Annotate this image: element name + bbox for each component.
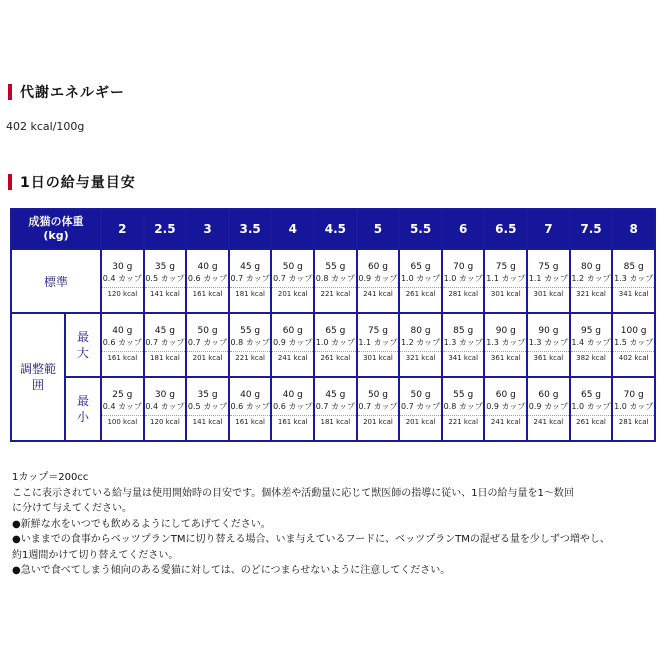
min-amount-cell — [145, 378, 186, 440]
kcal-text: 221 kcal — [443, 415, 484, 429]
min-amount-cell — [102, 378, 143, 440]
kcal-text: 201 kcal — [358, 415, 399, 429]
cup-text: 0.5 カップ — [145, 274, 185, 283]
grams-text: 40 g — [282, 390, 303, 400]
grams-text: 70 g — [623, 390, 644, 400]
weight-header-cell: 5 — [358, 210, 399, 248]
kcal-text: 161 kcal — [230, 415, 271, 429]
kcal-text: 361 kcal — [485, 351, 526, 365]
max-amount-cell — [358, 314, 399, 376]
min-amount-cell — [272, 378, 313, 440]
weight-header-cell: 3 — [187, 210, 228, 248]
cup-text: 0.7 カップ — [315, 402, 355, 411]
weight-header-line1: 成猫の体重 — [28, 215, 84, 228]
kcal-text: 301 kcal — [358, 351, 399, 365]
kcal-text: 301 kcal — [485, 287, 526, 301]
weight-header-cell: 7 — [528, 210, 569, 248]
grams-text: 60 g — [538, 390, 559, 400]
max-amount-cell — [571, 314, 612, 376]
max-amount-cell — [102, 314, 143, 376]
notes-block — [12, 470, 662, 579]
min-amount-cell — [528, 378, 569, 440]
grams-text: 75 g — [367, 326, 388, 336]
max-amount-cell — [272, 314, 313, 376]
cup-text: 1.2 カップ — [400, 338, 441, 347]
kcal-text: 120 kcal — [102, 287, 143, 301]
grams-text: 85 g — [453, 326, 474, 336]
weight-header-line2: (kg) — [43, 229, 69, 242]
cup-text: 0.9 カップ — [273, 338, 313, 347]
note-line: 1カップ＝200cc — [12, 472, 89, 483]
grams-text: 65 g — [410, 262, 431, 272]
cup-text: 0.4 カップ — [145, 402, 185, 411]
standard-row — [12, 250, 654, 312]
max-amount-cell — [443, 314, 484, 376]
min-label-text: 最小 — [76, 394, 89, 424]
standard-amount-cell — [485, 250, 526, 312]
kcal-text: 261 kcal — [571, 415, 612, 429]
max-amount-cell — [485, 314, 526, 376]
grams-text: 25 g — [112, 390, 133, 400]
kcal-text: 241 kcal — [272, 351, 313, 365]
grams-text: 45 g — [240, 262, 261, 272]
grams-text: 45 g — [154, 326, 175, 336]
grams-text: 70 g — [453, 262, 474, 272]
cup-text: 0.7 カップ — [273, 274, 313, 283]
standard-amount-cell — [571, 250, 612, 312]
grams-text: 90 g — [495, 326, 516, 336]
heading-accent-bar — [8, 84, 12, 100]
grams-text: 30 g — [154, 390, 175, 400]
adjust-range-text: 調整範囲 — [19, 362, 56, 392]
standard-amount-cell — [443, 250, 484, 312]
note-line: ここに表示されている給与量は使用開始時の目安です。個体差や活動量に応じて獣医師の指導に従い、1日の給与量を1～数回 — [12, 487, 574, 499]
kcal-text: 382 kcal — [571, 351, 612, 365]
max-amount-cell — [187, 314, 228, 376]
cup-text: 0.7 カップ — [400, 402, 441, 411]
cup-text: 0.9 カップ — [528, 402, 568, 411]
weight-header-cell: 5.5 — [400, 210, 441, 248]
min-amount-cell — [230, 378, 271, 440]
kcal-text: 321 kcal — [400, 351, 441, 365]
cup-text: 0.6 カップ — [102, 338, 142, 347]
note-line: ●いままでの食事からベッツプランTMに切り替える場合、いま与えているフードに、ベッツプランTMの混ぜる量を少しずつ増やし、 — [12, 534, 610, 545]
grams-text: 95 g — [580, 326, 602, 336]
grams-text: 65 g — [325, 326, 346, 336]
standard-label: 標準 — [12, 250, 100, 312]
cup-text: 0.7 カップ — [145, 338, 185, 347]
note-line: ●急いで食べてしまう傾向のある愛猫に対しては、のどにつまらせないように注意してください。 — [12, 565, 451, 576]
kcal-text: 281 kcal — [613, 415, 654, 429]
grams-text: 75 g — [538, 262, 559, 272]
weight-header-cell: 6.5 — [485, 210, 526, 248]
cup-text: 1.1 カップ — [486, 274, 526, 283]
grams-text: 75 g — [495, 262, 516, 272]
grams-text: 90 g — [538, 326, 559, 336]
min-amount-cell — [485, 378, 526, 440]
cup-text: 0.6 カップ — [187, 274, 228, 283]
kcal-text: 201 kcal — [187, 351, 228, 365]
grams-text: 30 g — [112, 262, 133, 272]
kcal-text: 341 kcal — [613, 287, 654, 301]
grams-text: 60 g — [282, 326, 303, 336]
cup-text: 1.3 カップ — [486, 338, 526, 347]
section-guide-title: 1日の給与量目安 — [20, 175, 136, 191]
grams-text: 80 g — [410, 326, 431, 336]
grams-text: 55 g — [325, 262, 346, 272]
note-line: ●新鮮な水をいつでも飲めるようにしてあげてください。 — [12, 518, 271, 530]
min-amount-cell — [571, 378, 612, 440]
cup-text: 1.1 カップ — [358, 338, 398, 347]
weight-header-cell: 4 — [272, 210, 313, 248]
grams-text: 55 g — [240, 326, 261, 336]
max-amount-cell — [613, 314, 654, 376]
standard-amount-cell — [315, 250, 356, 312]
grams-text: 40 g — [240, 390, 261, 400]
cup-text: 1.3 カップ — [443, 338, 483, 347]
weight-header-cell: 6 — [443, 210, 484, 248]
cup-text: 0.8 カップ — [443, 402, 483, 411]
weight-header-cell: 3.5 — [230, 210, 271, 248]
kcal-text: 402 kcal — [613, 351, 654, 365]
kcal-text: 120 kcal — [145, 415, 186, 429]
cup-text: 0.9 カップ — [358, 274, 398, 283]
cup-text: 0.8 カップ — [315, 274, 355, 283]
kcal-text: 161 kcal — [187, 287, 228, 301]
kcal-text: 241 kcal — [358, 287, 399, 301]
max-label-text: 最大 — [76, 330, 89, 360]
grams-text: 80 g — [580, 262, 602, 272]
grams-text: 45 g — [325, 390, 346, 400]
cup-text: 1.0 カップ — [614, 402, 654, 411]
kcal-text: 181 kcal — [315, 415, 356, 429]
weight-header-label — [12, 210, 100, 248]
kcal-text: 141 kcal — [145, 287, 186, 301]
standard-amount-cell — [102, 250, 143, 312]
standard-amount-cell — [145, 250, 186, 312]
max-row — [12, 314, 654, 376]
grams-text: 50 g — [197, 326, 218, 336]
standard-amount-cell — [358, 250, 399, 312]
grams-text: 60 g — [367, 262, 388, 272]
cup-text: 0.4 カップ — [102, 274, 142, 283]
kcal-text: 201 kcal — [400, 415, 441, 429]
cup-text: 1.0 カップ — [443, 274, 483, 283]
cup-text: 1.3 カップ — [614, 274, 654, 283]
section-energy-title: 代謝エネルギー — [20, 85, 125, 101]
grams-text: 85 g — [623, 262, 644, 272]
standard-amount-cell — [187, 250, 228, 312]
kcal-text: 161 kcal — [272, 415, 313, 429]
kcal-text: 341 kcal — [443, 351, 484, 365]
kcal-text: 241 kcal — [485, 415, 526, 429]
kcal-text: 241 kcal — [528, 415, 569, 429]
cup-text: 0.6 カップ — [230, 402, 270, 411]
grams-text: 50 g — [282, 262, 303, 272]
min-amount-cell — [443, 378, 484, 440]
standard-amount-cell — [272, 250, 313, 312]
cup-text: 0.5 カップ — [187, 402, 228, 411]
cup-text: 0.8 カップ — [230, 338, 270, 347]
note-line: に分けて与えてください。 — [12, 503, 132, 514]
max-amount-cell — [528, 314, 569, 376]
grams-text: 35 g — [154, 262, 175, 272]
kcal-text: 161 kcal — [102, 351, 143, 365]
min-amount-cell — [400, 378, 441, 440]
note-line: 約1週間かけて切り替えてください。 — [12, 549, 179, 561]
weight-header-cell: 2.5 — [145, 210, 186, 248]
cup-text: 1.3 カップ — [528, 338, 568, 347]
section-guide-heading — [8, 172, 136, 192]
cup-text: 0.7 カップ — [230, 274, 270, 283]
weight-header-cell: 2 — [102, 210, 143, 248]
cup-text: 1.2 カップ — [571, 274, 611, 283]
cup-text: 1.1 カップ — [528, 274, 568, 283]
heading-accent-bar — [8, 174, 12, 190]
grams-text: 50 g — [367, 390, 388, 400]
max-amount-cell — [315, 314, 356, 376]
cup-text: 0.7 カップ — [358, 402, 398, 411]
kcal-text: 321 kcal — [571, 287, 612, 301]
standard-amount-cell — [400, 250, 441, 312]
kcal-text: 221 kcal — [230, 351, 271, 365]
standard-amount-cell — [528, 250, 569, 312]
weight-header-cell: 4.5 — [315, 210, 356, 248]
kcal-text: 181 kcal — [145, 351, 186, 365]
kcal-text: 141 kcal — [187, 415, 228, 429]
kcal-text: 201 kcal — [272, 287, 313, 301]
kcal-text: 281 kcal — [443, 287, 484, 301]
energy-value: 402 kcal/100g — [6, 120, 85, 133]
kcal-text: 261 kcal — [315, 351, 356, 365]
standard-amount-cell — [230, 250, 271, 312]
cup-text: 1.5 カップ — [614, 338, 654, 347]
kcal-text: 181 kcal — [230, 287, 271, 301]
weight-header-cell: 8 — [613, 210, 654, 248]
grams-text: 40 g — [197, 262, 218, 272]
weight-header-row — [12, 210, 654, 248]
kcal-text: 261 kcal — [400, 287, 441, 301]
max-amount-cell — [145, 314, 186, 376]
min-row — [12, 378, 654, 440]
cup-text: 0.9 カップ — [486, 402, 526, 411]
section-energy-heading — [8, 82, 125, 102]
grams-text: 40 g — [112, 326, 133, 336]
max-label — [66, 314, 100, 376]
grams-text: 35 g — [197, 390, 218, 400]
cup-text: 0.4 カップ — [102, 402, 142, 411]
kcal-text: 100 kcal — [102, 415, 143, 429]
grams-text: 65 g — [580, 390, 602, 400]
feeding-table — [10, 208, 656, 442]
cup-text: 1.4 カップ — [571, 338, 611, 347]
min-amount-cell — [358, 378, 399, 440]
cup-text: 1.0 カップ — [315, 338, 355, 347]
max-amount-cell — [230, 314, 271, 376]
grams-text: 100 g — [620, 326, 647, 336]
grams-text: 55 g — [453, 390, 474, 400]
min-label — [66, 378, 100, 440]
kcal-text: 361 kcal — [528, 351, 569, 365]
kcal-text: 221 kcal — [315, 287, 356, 301]
cup-text: 1.0 カップ — [400, 274, 441, 283]
min-amount-cell — [187, 378, 228, 440]
grams-text: 50 g — [410, 390, 431, 400]
grams-text: 60 g — [495, 390, 516, 400]
max-amount-cell — [400, 314, 441, 376]
cup-text: 0.6 カップ — [273, 402, 313, 411]
cup-text: 1.0 カップ — [571, 402, 611, 411]
standard-amount-cell — [613, 250, 654, 312]
min-amount-cell — [613, 378, 654, 440]
kcal-text: 301 kcal — [528, 287, 569, 301]
min-amount-cell — [315, 378, 356, 440]
cup-text: 0.7 カップ — [187, 338, 228, 347]
weight-header-cell: 7.5 — [571, 210, 612, 248]
adjust-range-label — [12, 314, 64, 440]
